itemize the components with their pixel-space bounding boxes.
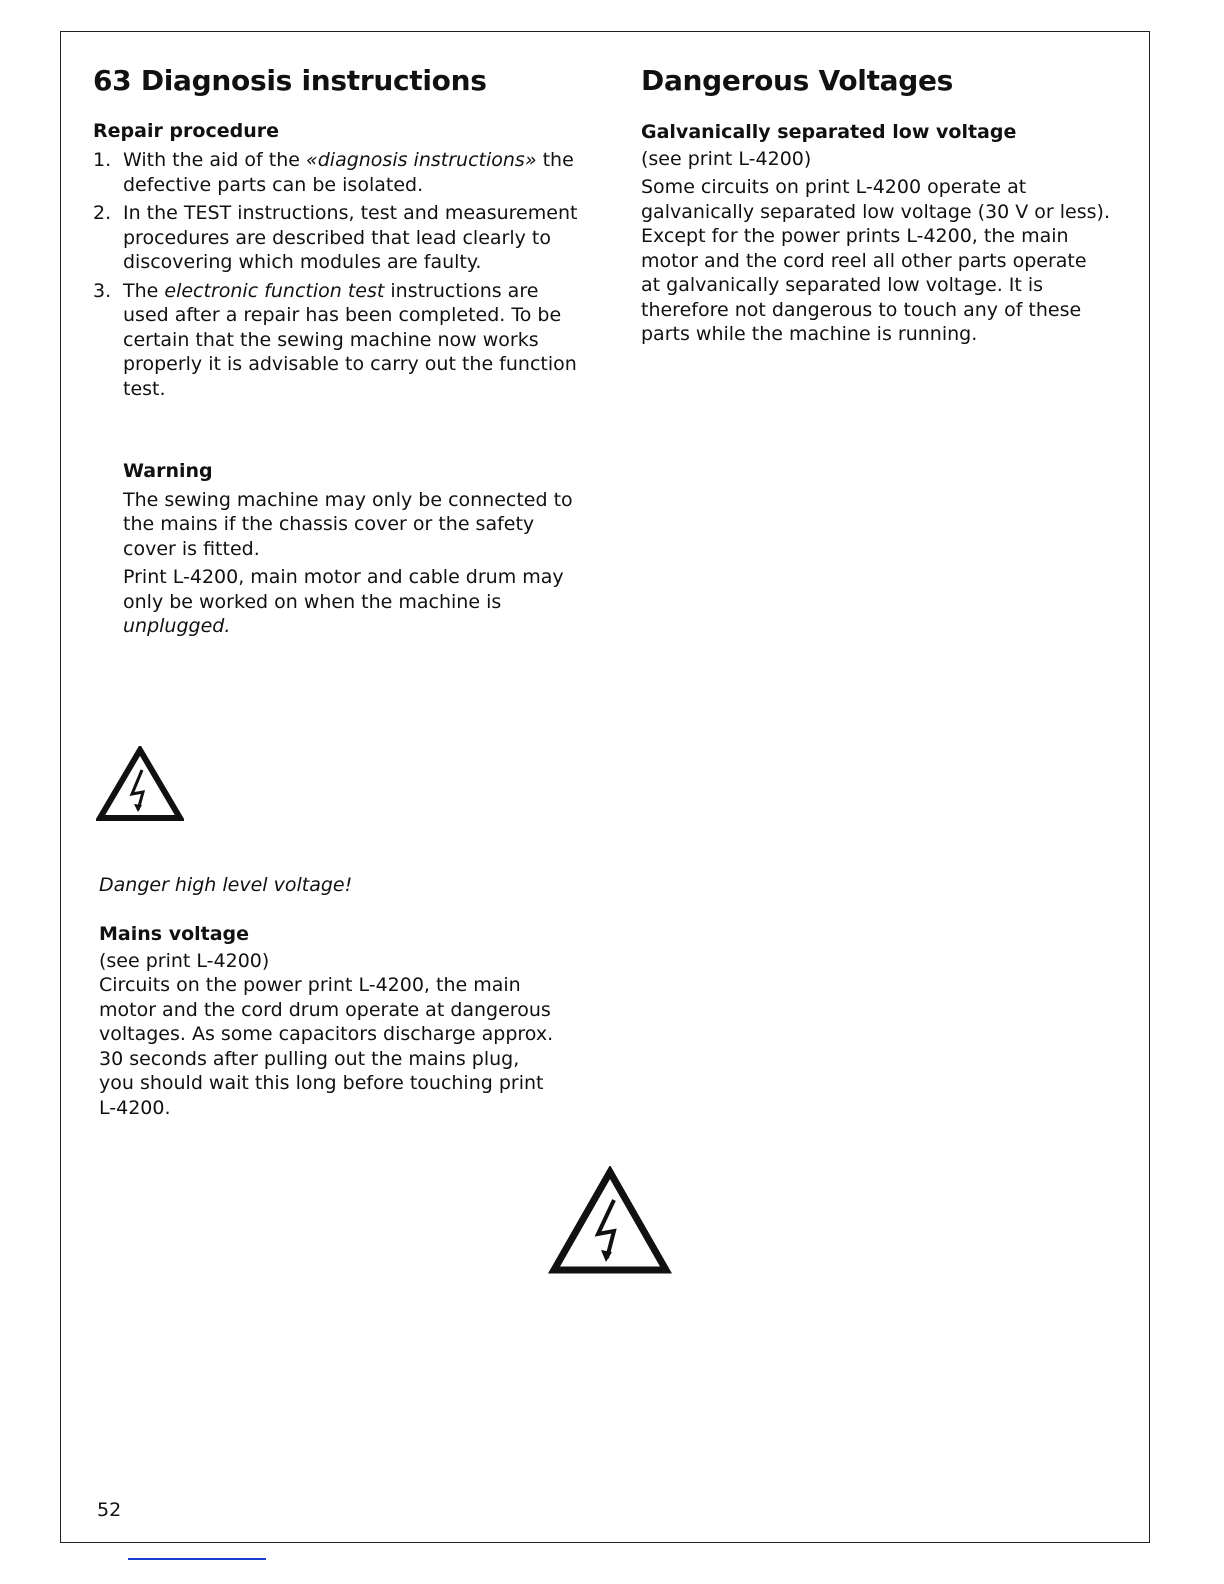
mains-voltage-ref: (see print L-4200) bbox=[99, 949, 270, 972]
galvanic-heading: Galvanically separated low voltage bbox=[641, 121, 1017, 143]
step-number: 3. bbox=[93, 279, 112, 302]
page-title: 63 Diagnosis instructions bbox=[93, 64, 487, 97]
warning-text-unplugged: Print L-4200, main motor and cable drum may only be worked on when the machine is unplugged. bbox=[123, 566, 564, 637]
repair-step: 1. With the aid of the «diagnosis instructions» the defective parts can be isolated. bbox=[93, 149, 574, 196]
galvanic-section bbox=[641, 120, 1111, 347]
section-title: Dangerous Voltages bbox=[641, 64, 954, 97]
warning-text: The sewing machine may only be connected to the mains if the chassis cover or the safety cover is fitted. bbox=[123, 488, 573, 560]
repair-step: 3. The electronic function test instructions are used after a repair has been completed. To be certain that the sewing machine now works properly it is advisable to carry out the function test. bbox=[93, 279, 577, 400]
repair-step: 2. In the TEST instructions, test and measurement procedures are described that lead clearly to discovering which modules are faulty. bbox=[93, 202, 578, 273]
step-number: 1. bbox=[93, 149, 112, 171]
repair-procedure-heading: Repair procedure bbox=[93, 120, 279, 142]
bottom-rule bbox=[128, 1558, 266, 1560]
high-voltage-warning-icon bbox=[548, 1166, 672, 1276]
repair-steps-list bbox=[93, 148, 583, 405]
high-voltage-warning-icon bbox=[96, 746, 184, 822]
galvanic-body: Some circuits on print L-4200 operate at galvanically separated low voltage (30 V or less). Except for the power prints L-4200, the main motor and the cord reel all other parts operate at galvanically separated low voltage. It is therefore not dangerous to touch any of these parts while the machine is running. bbox=[641, 176, 1110, 345]
warning-heading: Warning bbox=[123, 460, 213, 482]
galvanic-ref: (see print L-4200) bbox=[641, 147, 812, 170]
danger-caption: Danger high level voltage! bbox=[99, 874, 353, 896]
warning-block bbox=[123, 459, 583, 643]
step-number: 2. bbox=[93, 202, 112, 224]
mains-voltage-section bbox=[99, 922, 559, 1120]
page-number: 52 bbox=[97, 1499, 122, 1521]
mains-voltage-heading: Mains voltage bbox=[99, 923, 250, 945]
mains-voltage-body: Circuits on the power print L-4200, the main motor and the cord drum operate at dangerous voltages. As some capacitors discharge approx. 30 seconds after pulling out the mains plug, you should wait this long before touching print L-4200. bbox=[99, 974, 554, 1119]
